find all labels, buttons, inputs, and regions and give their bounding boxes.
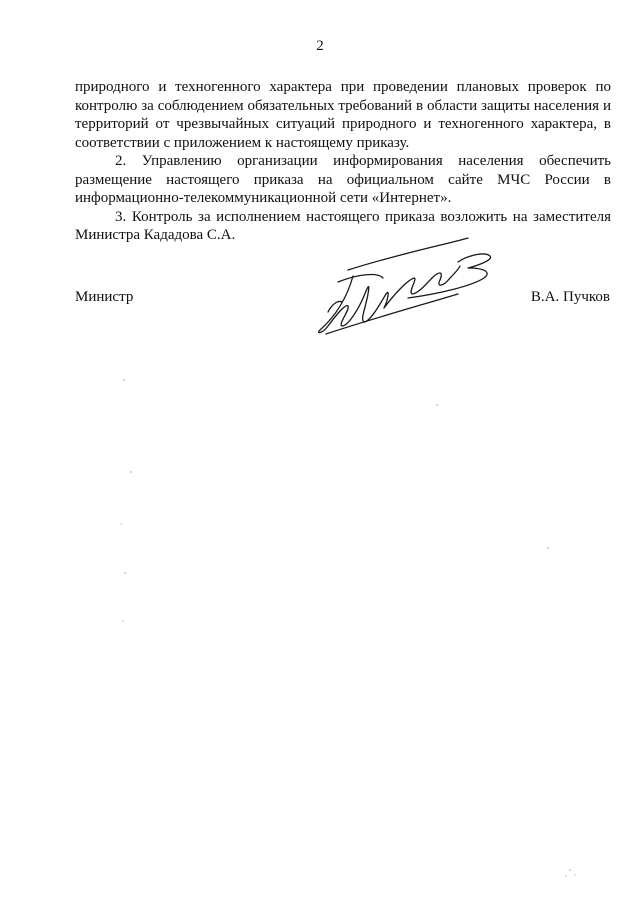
page-number: 2 — [316, 38, 324, 54]
paragraph-continuation: природного и техногенного характера при проведении плановых проверок по контролю за соблюдением обязательных требований в области защиты населения и территорий от чрезвычайных ситуаций природного и техногенного характера, в соответствии с приложением к настоящему приказу. — [75, 79, 611, 151]
signatory-title: Министр — [75, 289, 134, 305]
handwritten-signature — [308, 234, 508, 339]
document-body — [75, 78, 611, 245]
signatory-name: В.А. Пучков — [530, 289, 610, 305]
paragraph-item-2: 2. Управлению организации информирования населения обеспечить размещение настоящего приказа на официальном сайте МЧС России в информационно-телекоммуникационной сети «Интернет». — [75, 153, 611, 206]
paragraph-item-3: 3. Контроль за исполнением настоящего приказа возложить на заместителя Министра Кададова С.А. — [75, 208, 611, 243]
